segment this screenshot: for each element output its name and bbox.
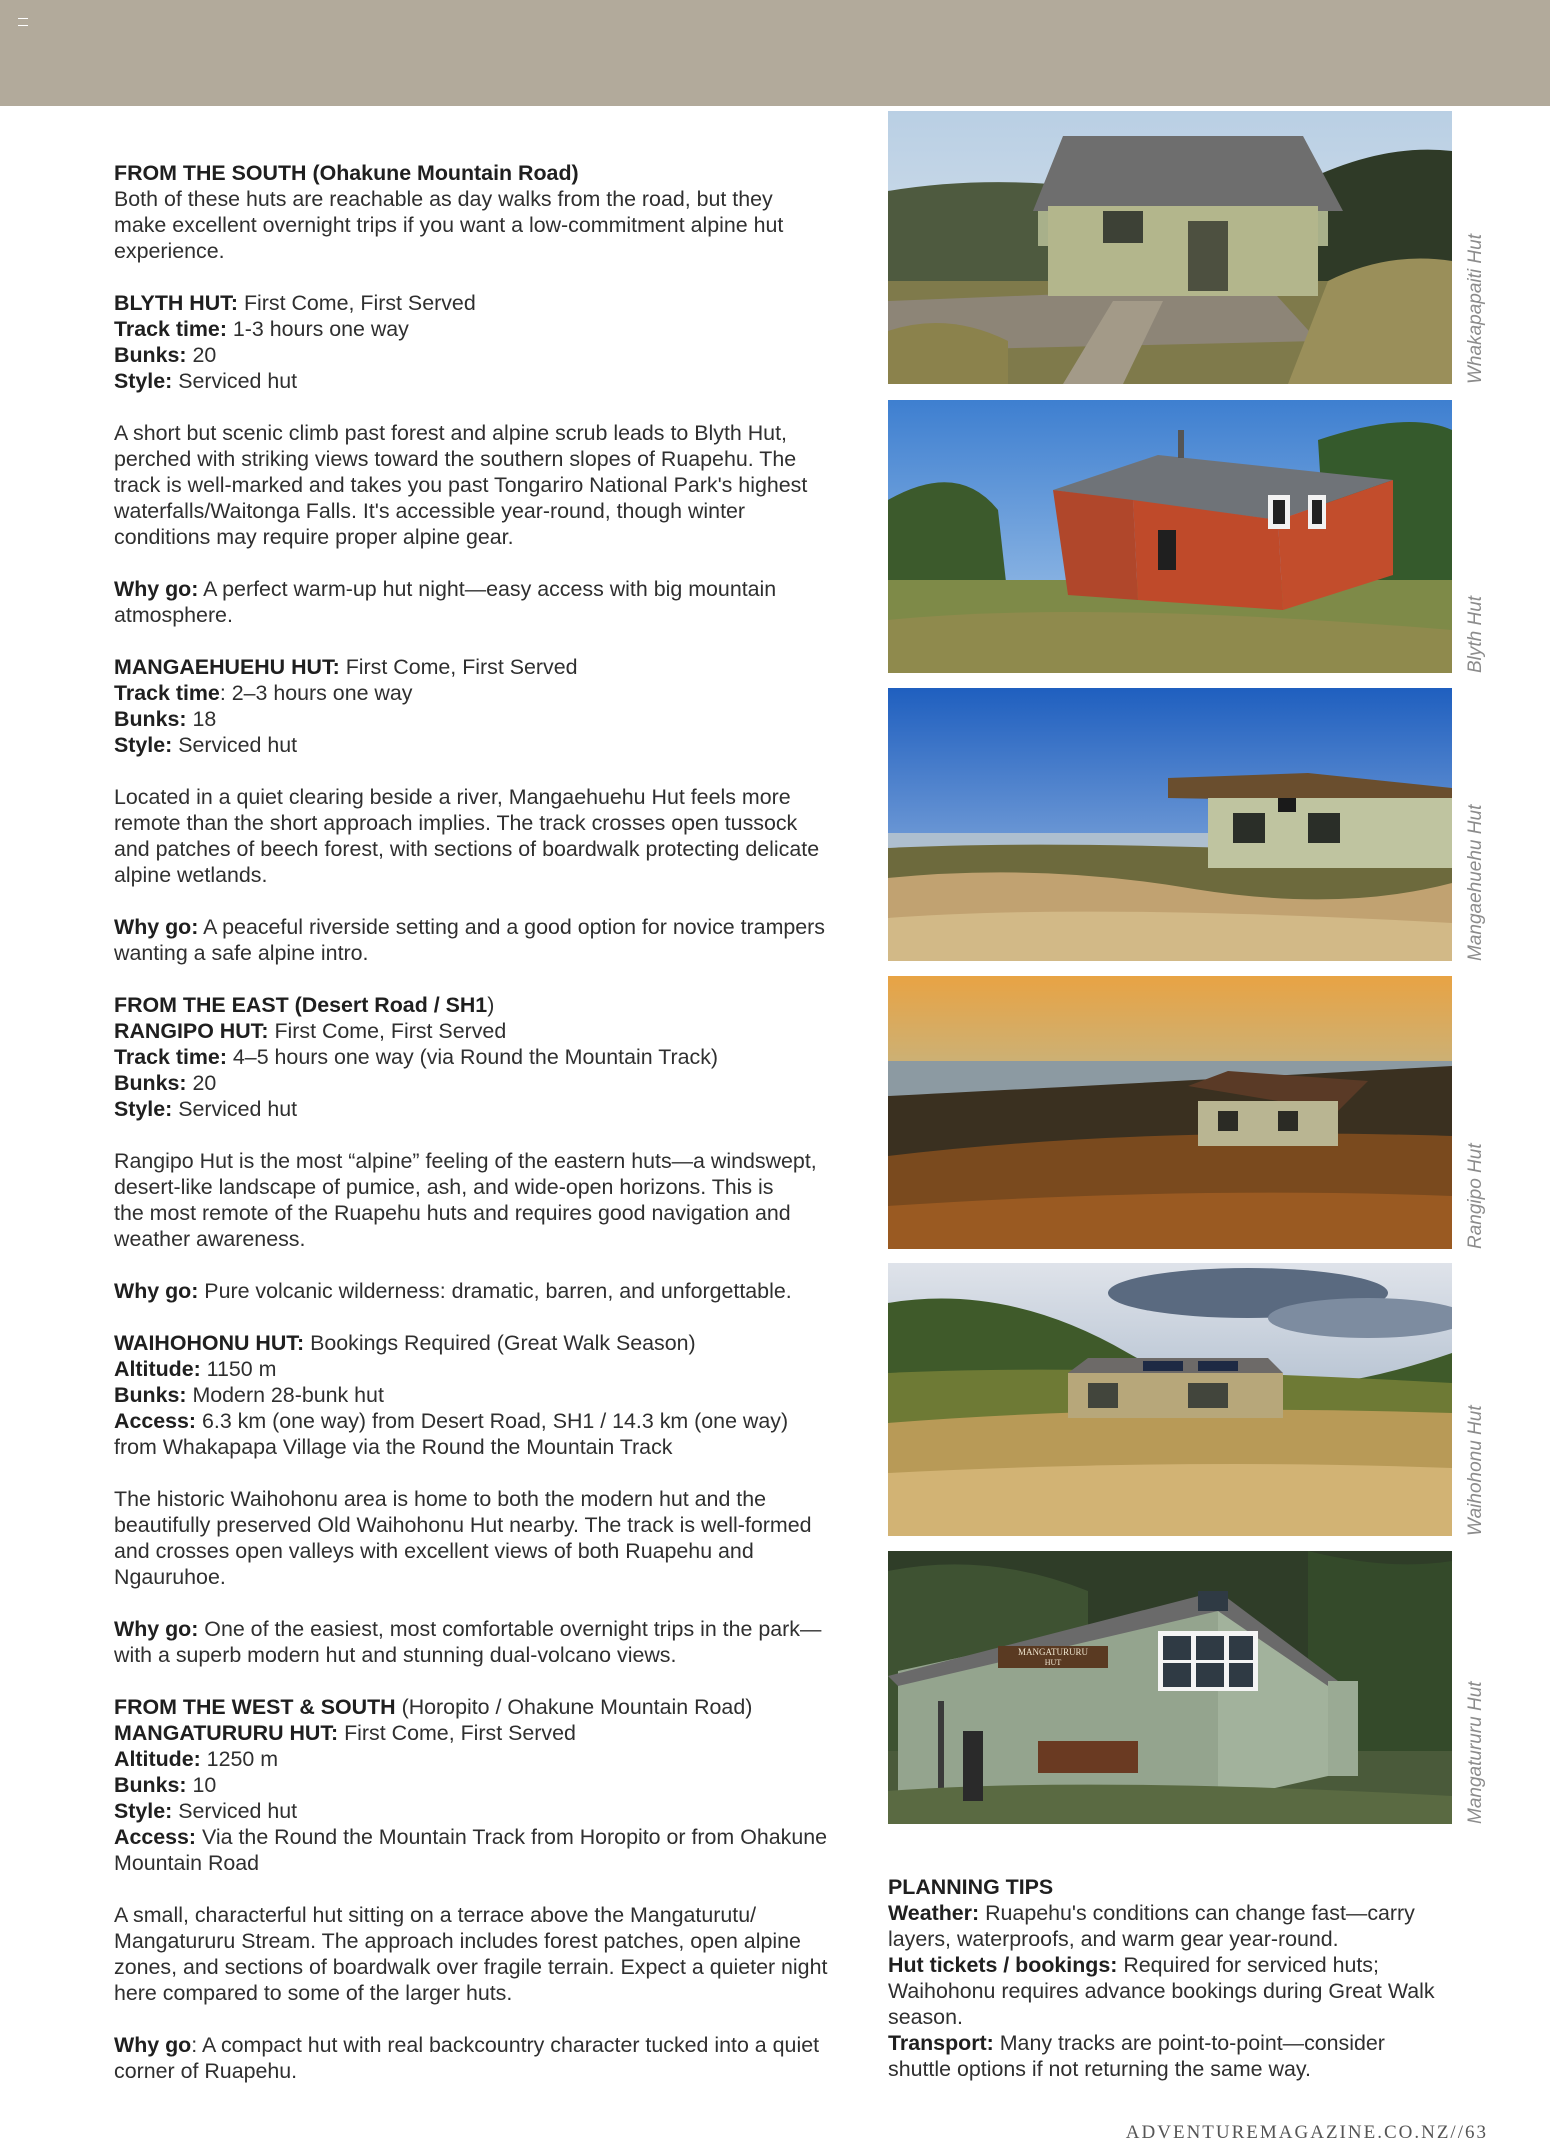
article-column [114,160,858,2110]
photo-mangaehuehu-hut [888,688,1452,961]
hut-why-blyth: Why go: A perfect warm-up hut night—easy access with big mountain atmosphere. [114,577,777,627]
hut-info-waihohonu: WAIHOHONU HUT: Bookings Required (Great Walk Season) Altitude: 1150 m Bunks: Modern 28-bunk hut Access: 6.3 km (one way) from Desert Road, SH1 / 14.3 km (one way) from Whakapapa Village via the Round the Mountain Track [114,1331,789,1459]
hut-info-mangatururu: FROM THE WEST & SOUTH (Horopito / Ohakune Mountain Road) MANGATURURU HUT: First Come, First Served Altitude: 1250 m Bunks: 10 Style: Serviced hut Access: Via the Round the Mountain Track from Horopito or from Ohakune Mountain Road [114,1694,858,1876]
planning-tips-heading: PLANNING TIPS [888,1875,1054,1899]
hut-desc-rangipo: Rangipo Hut is the most “alpine” feeling of the eastern huts—a windswept, desert-like landscape of pumice, ash, and wide-open horizons. This is the most remote of the Ruapehu huts and requires good navigation and weather awareness. [114,1149,817,1251]
hut-photo-image [888,688,1452,961]
hut-photo-image [888,1263,1452,1536]
photo-mangatururu-hut [888,1551,1452,1824]
section-heading-south: FROM THE SOUTH (Ohakune Mountain Road) [114,161,579,185]
section-heading-west: FROM THE WEST & SOUTH (Horopito / Ohakune Mountain Road) [114,1695,753,1719]
hut-desc-waihohonu: The historic Waihohonu area is home to both the modern hut and the beautifully preserved Old Waihohonu Hut nearby. The track is well-formed and crosses open valleys with excellent views of both Ruapehu and Ngauruhoe. [114,1487,812,1589]
hut-desc-mangatururu: A small, characterful hut sitting on a terrace above the Mangaturutu/ Mangatururu Stream. The approach includes forest patches, open alpine zones, and sections of boardwalk over fragile terrain. Expect a quieter night here compared to some of the larger huts. [114,1903,828,2005]
hut-sign-text: MANGATURURU [1017,1647,1089,1657]
hut-sign-text: HUT [1044,1658,1062,1667]
section-south: FROM THE SOUTH (Ohakune Mountain Road) Both of these huts are reachable as day walks from the road, but they make excellent overnight trips if you want a low-commitment alpine hut experience. [114,160,858,264]
hut-why-rangipo: Why go: Pure volcanic wilderness: dramatic, barren, and unforgettable. [114,1279,792,1303]
photo-caption-waihohonu: Waihohonu Hut [1465,1405,1486,1536]
hut-info-blyth: BLYTH HUT: First Come, First Served Track time: 1-3 hours one way Bunks: 20 Style: Serviced hut [114,291,476,393]
top-band [0,0,1550,106]
photo-caption-mangaehuehu: Mangaehuehu Hut [1465,804,1486,961]
photo-caption-blyth: Blyth Hut [1465,595,1486,673]
hut-why-waihohonu: Why go: One of the easiest, most comfortable overnight trips in the park— with a superb modern hut and stunning dual-volcano views. [114,1617,822,1667]
menu-icon[interactable] [18,18,28,26]
hut-photo-image [888,1551,1452,1824]
hut-info-rangipo: FROM THE EAST (Desert Road / SH1) RANGIPO HUT: First Come, First Served Track time: 4–5 hours one way (via Round the Mountain Track) Bunks: 20 Style: Serviced hut [114,992,858,1122]
photo-blyth-hut [888,400,1452,673]
photo-waihohonu-hut [888,1263,1452,1536]
hut-photo-image [888,111,1452,384]
photo-rangipo-hut [888,976,1452,1249]
page-footer: ADVENTUREMAGAZINE.CO.NZ//63 [1125,2122,1488,2143]
photo-caption-mangatururu: Mangatururu Hut [1465,1681,1486,1824]
planning-tips: PLANNING TIPS Weather: Ruapehu's conditions can change fast—carry layers, waterproofs, and warm gear year-round. Hut tickets / bookings: Required for serviced huts; Waihohonu requires advance bookings during Great Walk season. Transport: Many tracks are point-to-point—consider shuttle options if not returning the same way. [888,1874,1468,2082]
photo-caption-rangipo: Rangipo Hut [1465,1143,1486,1249]
photo-whakapapaiti-hut [888,111,1452,384]
hut-why-mangaehuehu: Why go: A peaceful riverside setting and a good option for novice trampers wanting a safe alpine intro. [114,915,826,965]
hut-why-mangatururu: Why go: A compact hut with real backcountry character tucked into a quiet corner of Ruapehu. [114,2033,820,2083]
hut-photo-image [888,976,1452,1249]
hut-photo-image [888,400,1452,673]
photo-caption-whakapapaiti: Whakapapaiti Hut [1465,234,1486,384]
hut-desc-blyth: A short but scenic climb past forest and alpine scrub leads to Blyth Hut, perched with striking views toward the southern slopes of Ruapehu. The track is well-marked and takes you past Tongariro National Park's highest waterfalls/Waitonga Falls. It's accessible year-round, though winter conditions may require proper alpine gear. [114,421,808,549]
hut-desc-mangaehuehu: Located in a quiet clearing beside a river, Mangaehuehu Hut feels more remote than the short approach implies. The track crosses open tussock and patches of beech forest, with sections of boardwalk protecting delicate alpine wetlands. [114,785,820,887]
section-heading-east: FROM THE EAST (Desert Road / SH1) [114,993,495,1017]
hut-info-mangaehuehu: MANGAEHUEHU HUT: First Come, First Served Track time: 2–3 hours one way Bunks: 18 Style: Serviced hut [114,655,578,757]
